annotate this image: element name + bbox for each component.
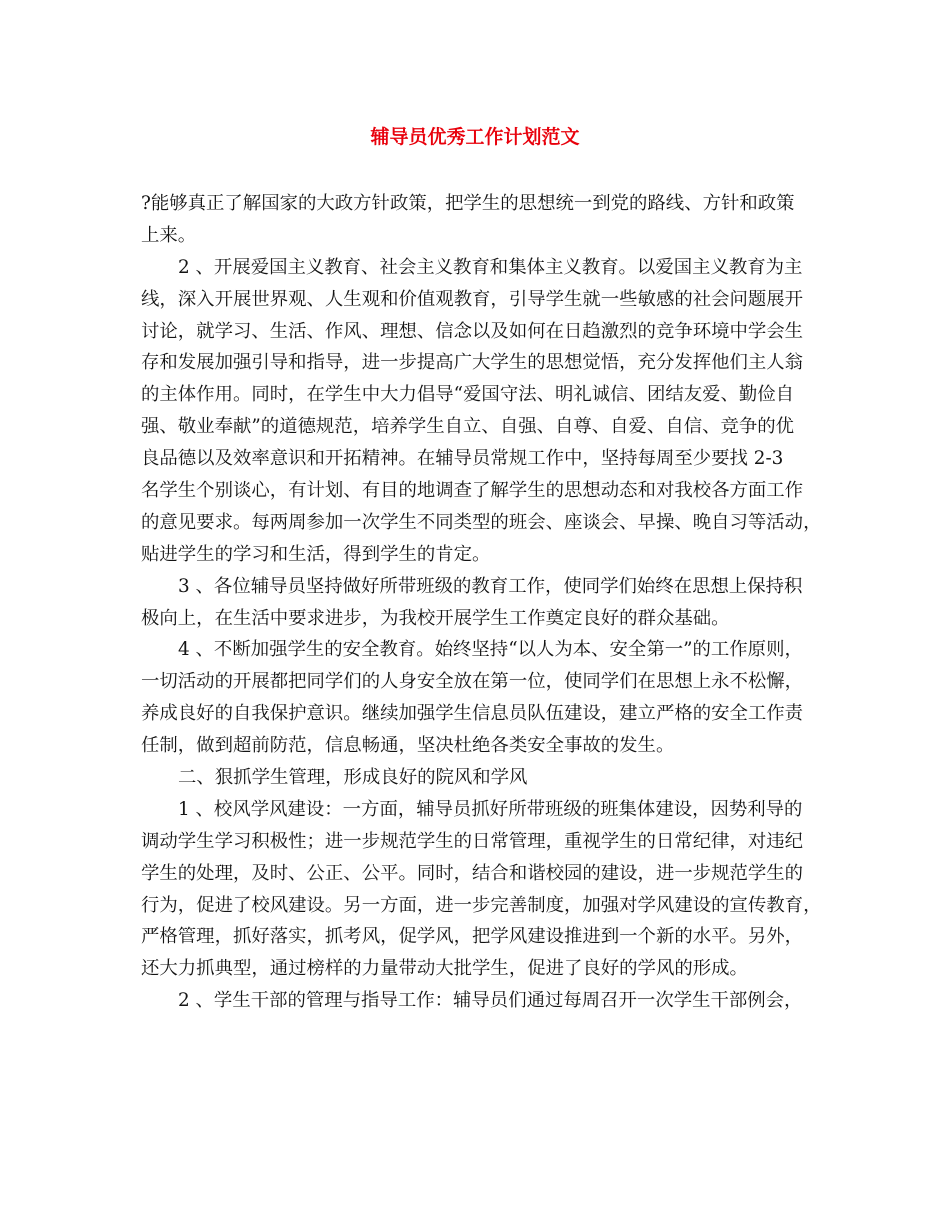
text-line: 名学生个别谈心，有计划、有目的地调查了解学生的思想动态和对我校各方面工作 — [141, 480, 804, 502]
text-line: 严格管理，抓好落实，抓考风，促学风，把学风建设推进到一个新的水平。另外， — [141, 926, 804, 948]
text-line: 任制，做到超前防范，信息畅通，坚决杜绝各类安全事故的发生。 — [141, 735, 675, 757]
text-line: ?能够真正了解国家的大政方针政策，把学生的思想统一到党的路线、方针和政策 — [141, 193, 795, 214]
text-line: 还大力抓典型，通过榜样的力量带动大批学生，促进了良好的学风的形成。 — [141, 958, 748, 980]
text-line: 调动学生学习积极性；进一步规范学生的日常管理，重视学生的日常纪律，对违纪 — [141, 830, 804, 852]
text-line: 4 、不断加强学生的安全教育。始终坚持“以人为本、安全第一”的工作原则， — [178, 639, 803, 661]
text-line: 讨论，就学习、生活、作风、理想、信念以及如何在日趋激烈的竞争环境中学会生 — [141, 320, 804, 342]
text-line: 上来。 — [141, 224, 197, 246]
text-line: 3 、各位辅导员坚持做好所带班级的教育工作，使同学们始终在思想上保持积 — [178, 575, 803, 597]
text-line: 贴进学生的学习和生活，得到学生的肯定。 — [141, 543, 491, 565]
text-line: 2 、开展爱国主义教育、社会主义教育和集体主义教育。以爱国主义教育为主 — [178, 256, 803, 278]
text-line: 养成良好的自我保护意识。继续加强学生信息员队伍建设，建立严格的安全工作责 — [141, 703, 804, 725]
text-line: 行为，促进了校风建设。另一方面，进一步完善制度，加强对学风建设的宣传教育， — [141, 894, 822, 916]
text-line: 学生的处理，及时、公正、公平。同时，结合和谐校园的建设，进一步规范学生的 — [141, 862, 804, 884]
text-line: 1 、校风学风建设：一方面，辅导员抓好所带班级的班集体建设，因势利导的 — [178, 798, 803, 820]
document-body — [141, 188, 821, 1017]
text-line: 一切活动的开展都把同学们的人身安全放在第一位，使同学们在思想上永不松懈， — [141, 671, 804, 693]
text-line: 线，深入开展世界观、人生观和价值观教育，引导学生就一些敏感的社会问题展开 — [141, 288, 804, 310]
document-title: 辅导员优秀工作计划范文 — [370, 126, 580, 148]
text-line: 强、敬业奉献”的道德规范，培养学生自立、自强、自尊、自爱、自信、竞争的优 — [141, 416, 795, 438]
text-line: 存和发展加强引导和指导，进一步提高广大学生的思想觉悟，充分发挥他们主人翁 — [141, 352, 804, 374]
text-line: 极向上，在生活中要求进步，为我校开展学生工作奠定良好的群众基础。 — [141, 607, 730, 629]
text-line: 二、狠抓学生管理，形成良好的院风和学风 — [178, 767, 528, 789]
text-line: 2 、学生干部的管理与指导工作：辅导员们通过每周召开一次学生干部例会， — [178, 990, 803, 1012]
text-line: 的意见要求。每两周参加一次学生不同类型的班会、座谈会、早操、晚自习等活动， — [141, 511, 822, 533]
text-line: 的主体作用。同时，在学生中大力倡导“爱国守法、明礼诚信、团结友爱、勤俭自 — [141, 384, 795, 406]
text-line: 良品德以及效率意识和开拓精神。在辅导员常规工作中，坚持每周至少要找 2-3 — [141, 448, 784, 470]
